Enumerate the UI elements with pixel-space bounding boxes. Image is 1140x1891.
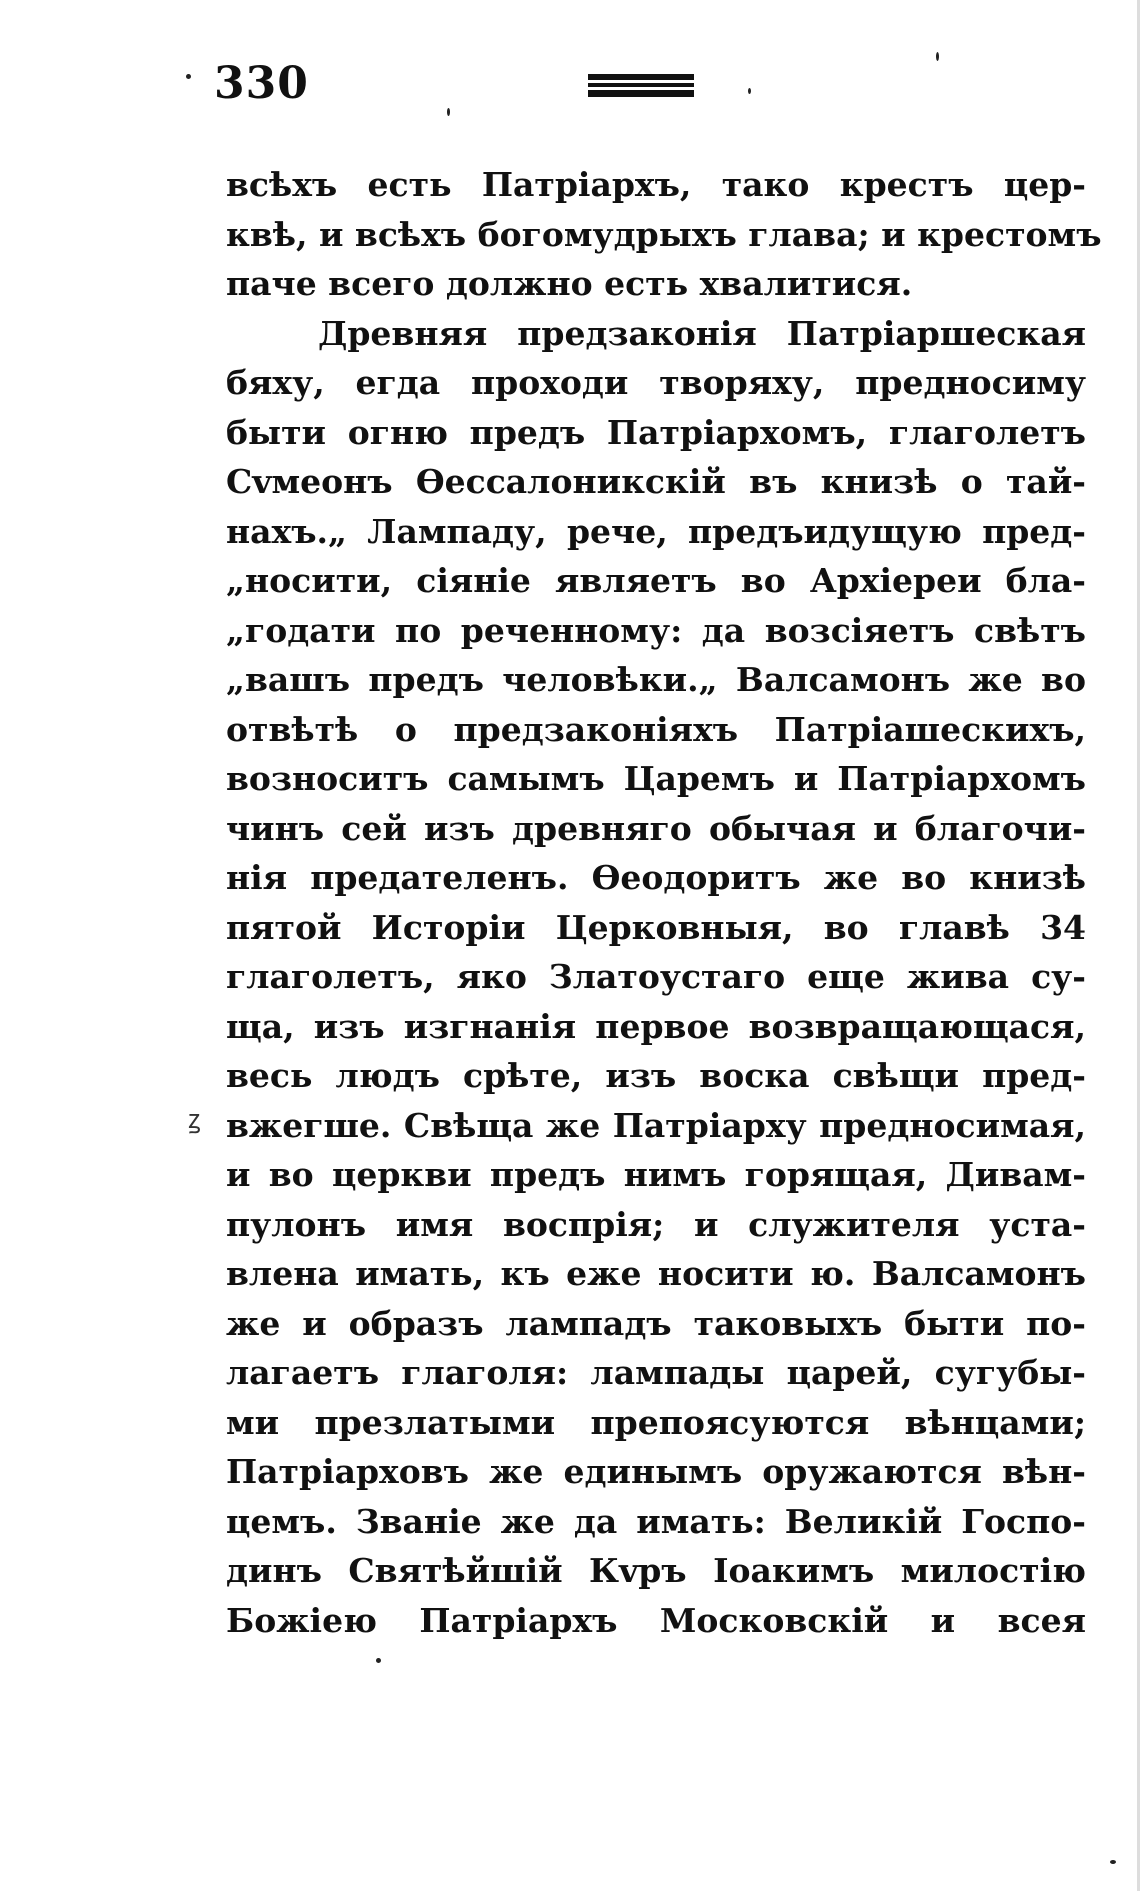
- text-line: Патріарховъ же единымъ оружаются вѣн-: [226, 1452, 1086, 1491]
- text-line: нахъ.„ Лампаду, рече, предъидущую пред-: [226, 511, 1086, 551]
- text-line: квѣ, и всѣхъ богомудрыхъ глава; и крестомъ: [226, 214, 1102, 254]
- text-line: всѣхъ есть Патріархъ, тако крестъ цер-: [226, 165, 1086, 204]
- print-speck: [936, 52, 939, 61]
- text-line-paragraph-start: Древняя предзаконія Патріаршеская: [318, 313, 1086, 353]
- print-speck: [748, 88, 751, 94]
- header-ornament: [588, 74, 694, 98]
- text-line: и во церкви предъ нимъ горящая, Дивам-: [226, 1155, 1086, 1194]
- text-line: Сvмеонъ Ѳессалоникскій въ книзѣ о тай-: [226, 462, 1086, 501]
- text-line: „вашъ предъ человѣки.„ Валсамонъ же во: [226, 660, 1086, 699]
- text-line: же и образъ лампадъ таковыхъ быти по-: [226, 1303, 1086, 1343]
- ornament-bar-top: [588, 74, 694, 80]
- text-line: пятой Исторіи Церковныя, во главѣ 34: [226, 907, 1086, 947]
- margin-mark: ꙁ: [188, 1105, 201, 1135]
- text-line: паче всего должно есть хвалитися.: [226, 264, 913, 303]
- print-speck: [376, 1658, 381, 1663]
- ornament-bar-bottom: [588, 90, 694, 97]
- print-speck: [1110, 1860, 1116, 1864]
- text-line: „годати по реченному: да возсіяетъ свѣтъ: [226, 610, 1086, 650]
- print-speck: [447, 108, 450, 116]
- text-line: пулонъ имя воспрія; и служителя уста-: [226, 1204, 1086, 1244]
- text-line: бяху, егда проходи творяху, предносиму: [226, 363, 1086, 402]
- page-number: 330: [214, 58, 309, 109]
- text-line: ми презлатыми препоясуются вѣнцами;: [226, 1402, 1086, 1442]
- text-line: возноситъ самымъ Царемъ и Патріархомъ: [226, 759, 1086, 798]
- text-line: глаголетъ, яко Златоустаго еще жива су-: [226, 957, 1086, 996]
- body-text: [226, 160, 1102, 1645]
- text-line: чинъ сей изъ древняго обычая и благочи-: [226, 808, 1086, 848]
- text-line: влена имать, къ еже носити ю. Валсамонъ: [226, 1254, 1086, 1293]
- text-line: ща, изъ изгнанія первое возвращающася,: [226, 1006, 1086, 1046]
- text-line: быти огню предъ Патріархомъ, глаголетъ: [226, 412, 1086, 452]
- text-line: вжегше. Свѣща же Патріарху предносимая,: [226, 1105, 1086, 1145]
- text-line: весь людъ срѣте, изъ воска свѣщи пред-: [226, 1056, 1086, 1095]
- text-line: нія предателенъ. Ѳеодоритъ же во книзѣ: [226, 858, 1086, 897]
- print-speck: [186, 74, 191, 79]
- text-line: Божіею Патріархъ Московскій и всея: [226, 1600, 1086, 1640]
- text-line: лагаетъ глаголя: лампады царей, сугубы-: [226, 1353, 1086, 1392]
- text-line: „носити, сіяніе являетъ во Архіереи бла-: [226, 561, 1086, 600]
- text-line: динъ Святѣйшій Кvръ Іоакимъ милостію: [226, 1551, 1086, 1590]
- ornament-bar-middle: [588, 83, 694, 87]
- text-line: отвѣтѣ о предзаконіяхъ Патріашескихъ,: [226, 709, 1086, 749]
- text-line: цемъ. Званіе же да имать: Великій Госпо-: [226, 1501, 1086, 1541]
